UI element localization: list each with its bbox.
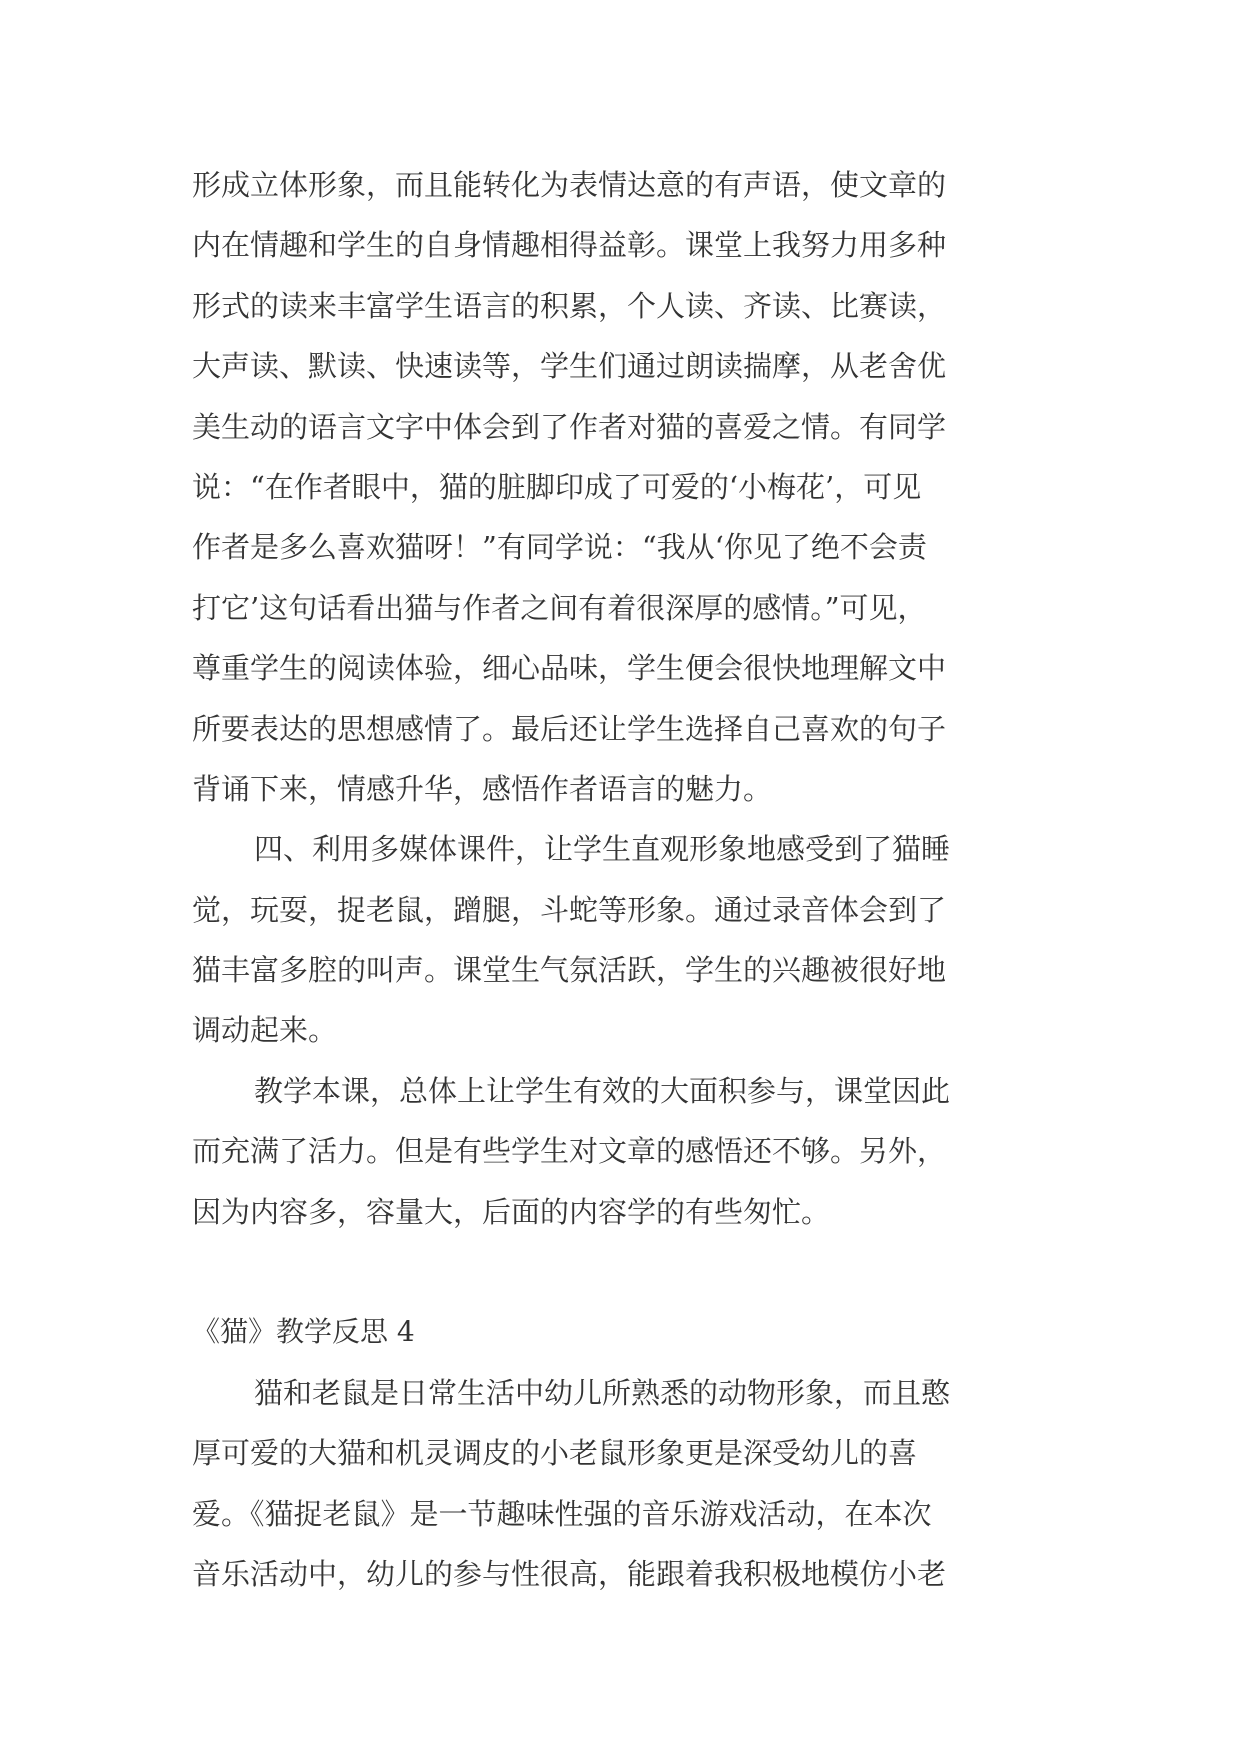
text-line: 爱。《猫捉老鼠》是一节趣味性强的音乐游戏活动，在本次 [192,1496,932,1531]
text-line: 背诵下来，情感升华，感悟作者语言的魅力。 [192,771,773,806]
text-line: 尊重学生的阅读体验，细心品味，学生便会很快地理解文中 [192,651,947,686]
text-line: 而充满了活力。但是有些学生对文章的感悟还不够。另外， [192,1134,947,1169]
document-body [192,155,1072,1604]
text-line: 作者是多么喜欢猫呀！”有同学说：“我从‘你见了绝不会责 [192,530,927,565]
text-line: 打它’这句话看出猫与作者之间有着很深厚的感情。”可见， [192,590,927,625]
section-heading: 《猫》教学反思 4 [192,1315,415,1349]
text-line: 形成立体形象，而且能转化为表情达意的有声语，使文章的 [192,168,947,202]
text-line: 猫和老鼠是日常生活中幼儿所熟悉的动物形象，而且憨 [254,1375,951,1410]
text-line: 说：“在作者眼中，猫的脏脚印成了可爱的‘小梅花’，可见 [192,469,922,504]
text-line: 内在情趣和学生的自身情趣相得益彰。课堂上我努力用多种 [192,228,947,263]
text-line: 因为内容多，容量大，后面的内容学的有些匆忙。 [192,1194,831,1229]
section-spacer [192,1242,1072,1302]
text-line: 猫丰富多腔的叫声。课堂生气氛活跃，学生的兴趣被很好地 [192,953,947,988]
text-line: 调动起来。 [192,1013,338,1048]
text-line: 美生动的语言文字中体会到了作者对猫的喜爱之情。有同学 [192,409,947,444]
text-line: 所要表达的思想感情了。最后还让学生选择自己喜欢的句子 [192,711,947,746]
text-line: 音乐活动中，幼儿的参与性很高，能跟着我积极地模仿小老 [192,1556,947,1591]
text-line: 厚可爱的大猫和机灵调皮的小老鼠形象更是深受幼儿的喜 [192,1436,918,1471]
text-line: 形式的读来丰富学生语言的积累，个人读、齐读、比赛读， [192,288,947,323]
text-line: 大声读、默读、快速读等，学生们通过朗读揣摩，从老舍优 [192,349,947,384]
text-line: 四、利用多媒体课件，让学生直观形象地感受到了猫睡 [254,832,951,867]
text-line: 觉，玩耍，捉老鼠，蹭腿，斗蛇等形象。通过录音体会到了 [192,892,947,927]
paragraph-cat-and-mouse [192,1363,1072,1605]
paragraph-summary [192,1061,1072,1242]
paragraph-multimedia [192,819,1072,1061]
paragraph-reading-practice [192,155,1072,819]
text-line: 教学本课，总体上让学生有效的大面积参与，课堂因此 [254,1073,951,1108]
